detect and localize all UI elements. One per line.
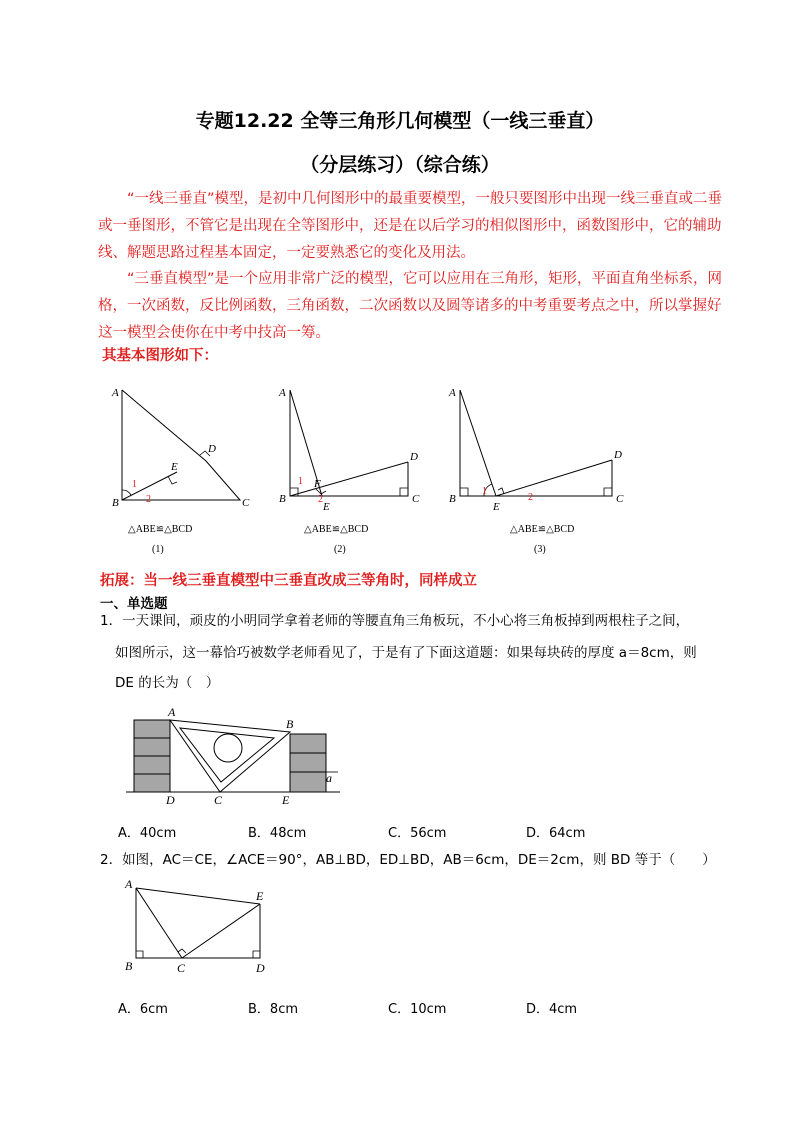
q1-line-2: 如图所示，这一幕恰巧被数学老师看见了，于是有了下面这道题：如果每块砖的厚度 a＝8cm，则 bbox=[115, 645, 697, 661]
fig2-caption: △ABE≌△BCD bbox=[304, 524, 369, 535]
fig1-label-c: C bbox=[242, 497, 250, 509]
fig1-number: (1) bbox=[152, 544, 164, 555]
fig2-label-a: A bbox=[279, 387, 286, 399]
model-figure-1 bbox=[110, 378, 260, 558]
q2-label-a: A bbox=[125, 877, 133, 891]
extension-note: 拓展：当一线三垂直模型中三垂直改成三等角时，同样成立 bbox=[100, 573, 477, 589]
fig2-angle-2: 2 bbox=[318, 494, 323, 505]
q1-label-b: B bbox=[286, 717, 294, 731]
fig3-label-c: C bbox=[616, 493, 624, 505]
q2-label-e: E bbox=[256, 889, 264, 903]
intro-paragraph-1: “一线三垂直”模型，是初中几何图形中的最重要模型，一般只要图形中出现一线三垂直或二垂或一垂图形，不管它是出现在全等图形中，还是在以后学习的相似图形中，函数图形中，它的辅助线、解题思路过程基本固定，一定要熟悉它的变化及用法。 bbox=[98, 191, 723, 261]
fig1-angle-1: 1 bbox=[132, 479, 137, 490]
q1-line-1: 1．一天课间，顽皮的小明同学拿着老师的等腰直角三角板玩，不小心将三角板掉到两根柱子之间， bbox=[100, 613, 690, 629]
fig3-angle-2: 2 bbox=[528, 492, 533, 503]
fig2-label-f: F bbox=[314, 478, 321, 490]
q2-option-c[interactable]: C．10cm bbox=[388, 1002, 447, 1017]
fig3-label-a: A bbox=[449, 387, 456, 399]
fig3-label-b: B bbox=[449, 493, 456, 505]
fig2-label-e: E bbox=[323, 501, 330, 513]
q2-option-b[interactable]: B．8cm bbox=[248, 1002, 299, 1017]
intro-paragraph-2: “三垂直模型”是一个应用非常广泛的模型，它可以应用在三角形，矩形，平面直角坐标系，网格，一次函数，反比例函数，三角函数，二次函数以及圆等诸多的中考重要考点之中，所以掌握好这一模型会使你在中考中技高一筹。 bbox=[98, 271, 723, 341]
q1-figure bbox=[126, 702, 348, 806]
fig1-label-a: A bbox=[112, 387, 119, 399]
q2-option-d[interactable]: D．4cm bbox=[526, 1002, 578, 1017]
q2-line-1: 2．如图，AC＝CE，∠ACE＝90°，AB⊥BD，ED⊥BD，AB＝6cm，DE＝2cm，则 BD 等于（ ） bbox=[100, 852, 716, 868]
fig2-label-d: D bbox=[410, 451, 418, 463]
q1-option-a[interactable]: A．40cm bbox=[118, 826, 177, 841]
q1-label-a: A bbox=[168, 705, 176, 719]
q1-option-d[interactable]: D．64cm bbox=[526, 826, 586, 841]
q1-option-c[interactable]: C．56cm bbox=[388, 826, 447, 841]
fig3-label-e: E bbox=[493, 501, 500, 513]
fig3-number: (3) bbox=[534, 544, 546, 555]
q1-label-a-thickness: a bbox=[326, 771, 332, 785]
fig1-label-b: B bbox=[112, 497, 119, 509]
q2-label-c: C bbox=[177, 961, 186, 975]
fig1-angle-2: 2 bbox=[146, 494, 151, 505]
q1-line-3: DE 的长为（ ） bbox=[115, 675, 220, 691]
section-heading: 一、单选题 bbox=[100, 596, 168, 612]
fig1-caption: △ABE≌△BCD bbox=[128, 524, 193, 535]
page-subtitle: （分层练习）（综合练） bbox=[300, 154, 500, 176]
q2-label-b: B bbox=[125, 959, 133, 973]
model-figure-2 bbox=[276, 378, 426, 558]
basic-figures-heading: 其基本图形如下： bbox=[102, 348, 218, 364]
fig3-label-d: D bbox=[614, 449, 622, 461]
q2-option-a[interactable]: A．6cm bbox=[118, 1002, 168, 1017]
fig3-angle-1: 1 bbox=[482, 486, 487, 497]
fig2-number: (2) bbox=[334, 544, 346, 555]
fig1-label-d: D bbox=[208, 443, 216, 455]
page-title: 专题12.22 全等三角形几何模型（一线三垂直） bbox=[195, 110, 605, 132]
fig2-angle-1: 1 bbox=[298, 476, 303, 487]
q1-label-d: D bbox=[166, 793, 175, 806]
q2-label-d: D bbox=[256, 961, 265, 975]
q1-label-e: E bbox=[282, 793, 290, 806]
fig3-caption: △ABE≌△BCD bbox=[510, 524, 575, 535]
q2-figure bbox=[120, 874, 270, 980]
fig2-label-c: C bbox=[412, 493, 420, 505]
q1-option-b[interactable]: B．48cm bbox=[248, 826, 307, 841]
q1-label-c: C bbox=[214, 793, 223, 806]
model-figure-3 bbox=[446, 378, 636, 558]
fig1-label-e: E bbox=[171, 461, 178, 473]
fig2-label-b: B bbox=[279, 493, 286, 505]
